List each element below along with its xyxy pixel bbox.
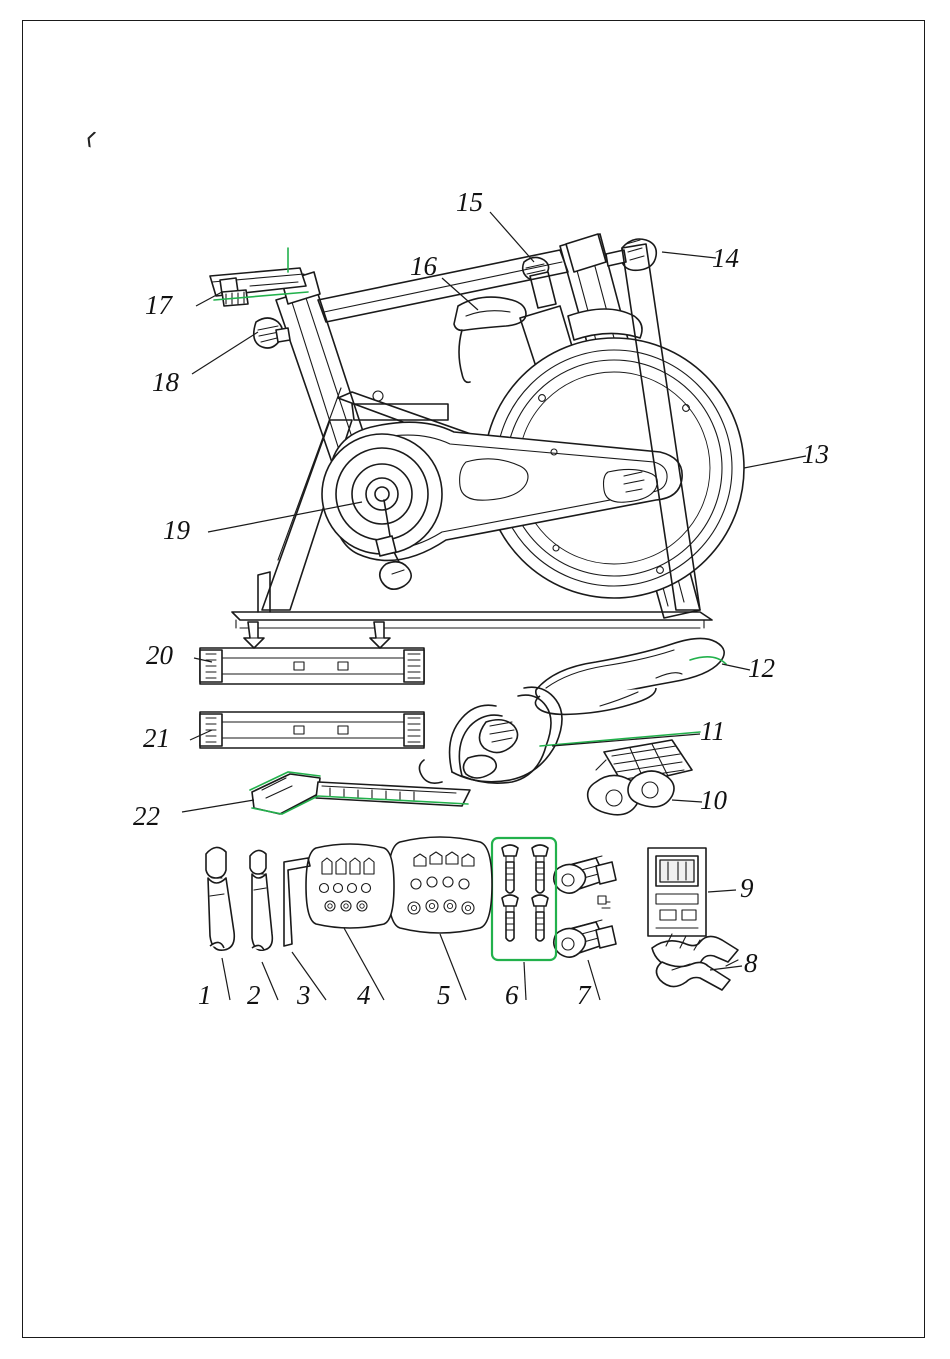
callout-19: 19 [163,515,190,545]
callout-11: 11 [700,716,725,746]
crank-on-bike [322,434,442,589]
callout-14: 14 [712,243,739,273]
seat-saddle-part [535,638,726,714]
callout-18: 18 [152,367,179,397]
callout-5: 5 [437,980,451,1010]
console-monitor-part [648,848,706,936]
callout-6: 6 [505,980,519,1010]
wrench-small-part [250,850,272,950]
pedal-left-part [554,856,616,957]
callout-17: 17 [145,290,172,320]
callout-22: 22 [133,801,160,831]
bolt-1 [502,845,518,893]
callout-13: 13 [802,439,829,469]
pedal-right-part [588,740,692,815]
callout-10: 10 [700,785,727,815]
carriage-bolts-part [492,838,556,960]
bolt-3 [502,895,518,941]
callout-2: 2 [247,980,261,1010]
washer-nut-bag-part [388,837,492,933]
callout-3: 3 [297,980,311,1010]
seat-on-bike [454,297,526,382]
wrench-large-part [206,847,234,950]
screw-set-bag-part [306,844,394,928]
callout-1: 1 [198,980,212,1010]
console-mount-plate-part [250,772,470,814]
callout-15: 15 [456,187,483,217]
transport-handle-bracket-part [652,934,738,990]
rear-stabilizer-part [200,712,424,748]
callout-7: 7 [577,980,591,1010]
callout-20: 20 [146,640,173,670]
stray-tick-mark: ❬ [81,128,100,150]
callout-9: 9 [740,873,754,903]
callout-8: 8 [744,948,758,978]
bolt-4 [532,895,548,941]
bolt-2 [532,845,548,893]
callout-12: 12 [748,653,775,683]
callout-4: 4 [357,980,371,1010]
assembled-bike-illustration [210,234,744,628]
seat-slide-knob-on-bike [523,257,556,308]
front-stabilizer-part [200,622,424,684]
callout-21: 21 [143,723,170,753]
callout-16: 16 [410,251,437,281]
